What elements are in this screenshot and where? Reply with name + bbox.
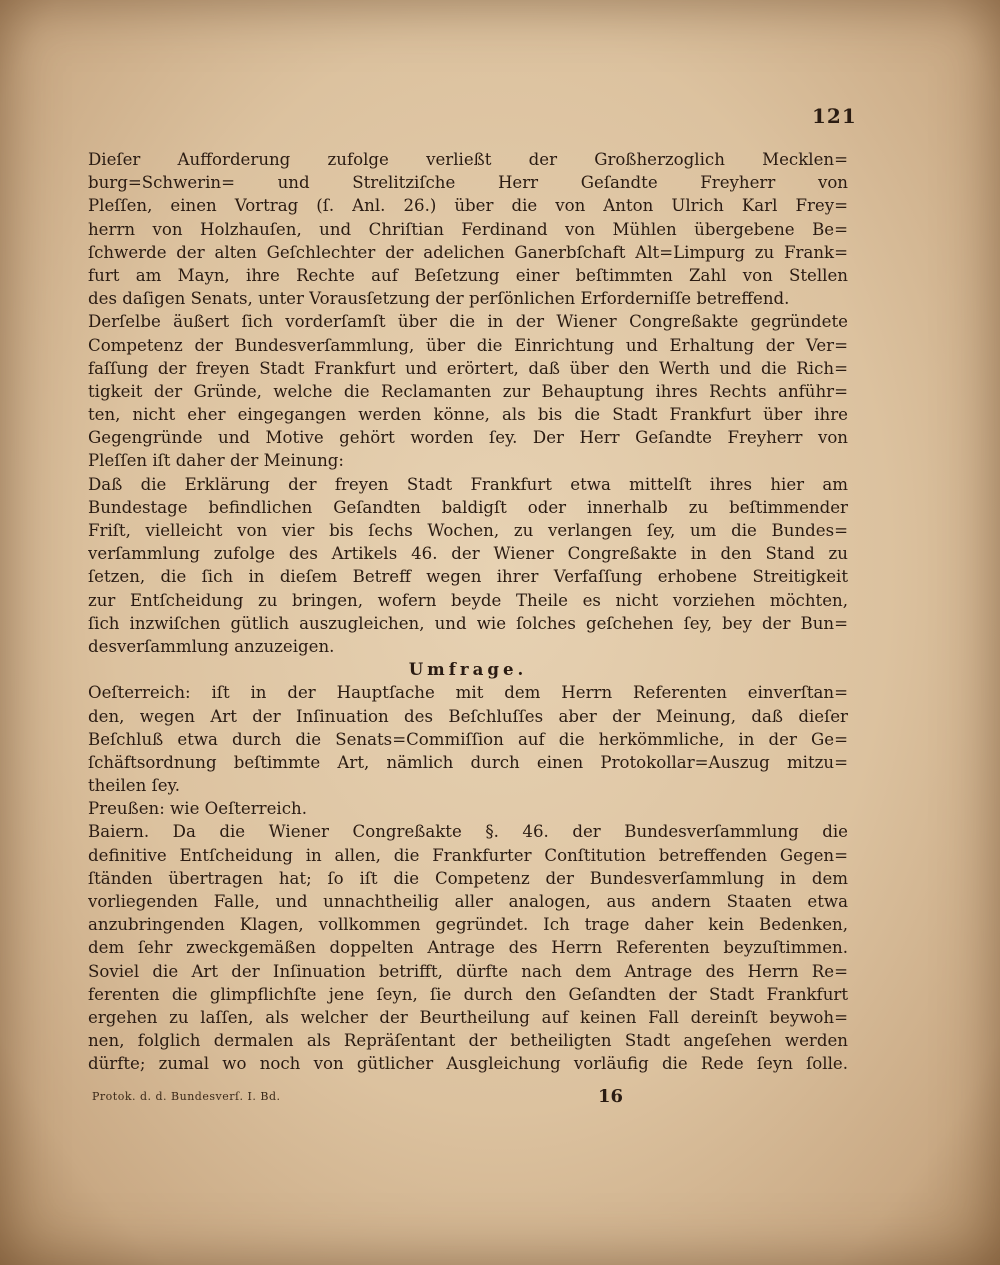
text-line: ten, nicht eher eingegangen werden könne, als bis die Stadt Frankfurt über ihre [88, 405, 848, 425]
footer-signature: Protok. d. d. Bundesverſ. I. Bd. [92, 1090, 281, 1103]
text-line: Pleſſen, einen Vortrag (ſ. Anl. 26.) über die von Anton Ulrich Karl Frey= [88, 196, 848, 216]
text-line: Friſt, vielleicht von vier bis ſechs Wochen, zu verlangen ſey, um die Bundes= [88, 521, 848, 540]
text-line: den, wegen Art der Inſinuation des Beſchluſſes aber der Meinung, daß dieſer [88, 706, 848, 726]
text-line: Dieſer Aufforderung zufolge verließt der Großherzoglich Mecklen= [88, 150, 848, 169]
footer-sheet-number: 16 [598, 1086, 624, 1107]
text-line: vorliegenden Falle, und unnachtheilig aller analogen, aus andern Staaten etwa [88, 892, 848, 911]
text-line: Gegengründe und Motive gehört worden ſey. Der Herr Geſandte Freyherr von [88, 428, 848, 448]
text-line: theilen ſey. [88, 776, 180, 796]
section-heading: Umfrage. [408, 659, 528, 680]
text-line: ſtänden übertragen hat; ſo iſt die Competenz der Bundesverſammlung in dem [88, 868, 848, 888]
text-line: verſammlung zufolge des Artikels 46. der Wiener Congreßakte in den Stand zu [88, 544, 848, 564]
text-line: ferenten die glimpflichſte jene ſeyn, ſie durch den Geſandten der Stadt Frankfurt [88, 984, 848, 1004]
text-line: Derſelbe äußert ſich vorderſamſt über die in der Wiener Congreßakte gegründete [88, 312, 848, 332]
text-line: tigkeit der Gründe, welche die Reclamanten zur Behauptung ihres Rechts anführ= [88, 381, 848, 401]
text-line: anzubringenden Klagen, vollkommen gegründet. Ich trage daher kein Bedenken, [88, 915, 848, 935]
text-line: ſich inzwiſchen gütlich auszugleichen, und wie ſolches geſchehen ſey, bey der Bun= [88, 613, 848, 633]
text-line: des daſigen Senats, unter Vorausſetzung der perſönlichen Erforderniſſe betreffend. [88, 289, 790, 309]
text-line: Preußen: wie Oeſterreich. [88, 799, 307, 819]
text-line: Daß die Erklärung der freyen Stadt Frankfurt etwa mittelſt ihres hier am [88, 474, 848, 494]
text-line: Beſchluß etwa durch die Senats=Commiſſion auf die herkömmliche, in der Ge= [88, 729, 848, 749]
text-line: Baiern. Da die Wiener Congreßakte §. 46. der Bundesverſammlung die [88, 822, 848, 842]
text-line: furt am Mayn, ihre Rechte auf Beſetzung einer beſtimmten Zahl von Stellen [88, 265, 848, 285]
text-line: dem ſehr zweckgemäßen doppelten Antrage des Herrn Referenten beyzuſtimmen. [88, 938, 848, 958]
text-line: ſetzen, die ſich in dieſem Betreff wegen ihrer Verfaſſung erhobene Streitigkeit [88, 567, 848, 587]
text-line: Soviel die Art der Inſinuation betrifft, dürfte nach dem Antrage des Herrn Re= [88, 961, 848, 981]
page-number: 121 [812, 104, 857, 128]
text-line: definitive Entſcheidung in allen, die Frankfurter Conſtitution betreffenden Gegen= [88, 845, 848, 865]
text-line: ergehen zu laſſen, als welcher der Beurtheilung auf keinen Fall dereinſt beywoh= [88, 1007, 848, 1027]
text-line: ſchäftsordnung beſtimmte Art, nämlich durch einen Protokollar=Auszug mitzu= [88, 752, 848, 772]
text-line: zur Entſcheidung zu bringen, wofern beyde Theile es nicht vorziehen möchten, [88, 590, 848, 610]
text-line: nen, folglich dermalen als Repräſentant der betheiligten Stadt angeſehen werden [88, 1031, 848, 1051]
text-line: dürfte; zumal wo noch von gütlicher Ausgleichung vorläufig die Rede ſeyn ſolle. [88, 1054, 848, 1074]
text-line: Oeſterreich: iſt in der Hauptſache mit dem Herrn Referenten einverſtan= [88, 683, 848, 703]
text-line: Pleſſen iſt daher der Meinung: [88, 451, 345, 471]
text-line: burg=Schwerin= und Strelitziſche Herr Geſandte Freyherr von [88, 173, 848, 193]
body-text [88, 148, 848, 1076]
text-line: Competenz der Bundesverſammlung, über die Einrichtung und Erhaltung der Ver= [88, 335, 848, 355]
text-line: Bundestage befindlichen Geſandten baldigſt oder innerhalb zu beſtimmender [88, 497, 848, 517]
text-line: faſſung der freyen Stadt Frankfurt und erörtert, daß über den Werth und die Rich= [88, 358, 848, 378]
text-line: desverſammlung anzuzeigen. [88, 636, 335, 656]
text-line: ſchwerde der alten Geſchlechter der adelichen Ganerbſchaft Alt=Limpurg zu Frank= [88, 242, 848, 262]
text-line: herrn von Holzhauſen, und Chriſtian Ferdinand von Mühlen übergebene Be= [88, 219, 848, 239]
